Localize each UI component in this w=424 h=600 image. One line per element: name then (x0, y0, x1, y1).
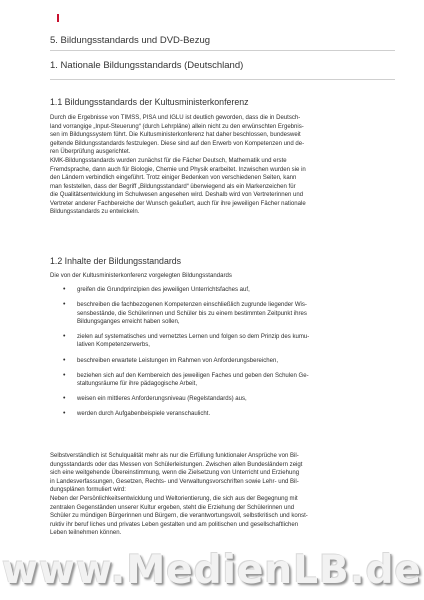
bullet-text: beschreiben erwartete Leistungen im Rahmen von Anforderungsbereichen, (77, 357, 279, 364)
bullet-dot: • (63, 395, 66, 403)
subsection-title-1-1: 1.1 Bildungsstandards der Kultusministerkonferenz (50, 97, 249, 107)
bullet-text: beziehen sich auf den Kernbereich des jeweiligen Faches und geben den Schulen Ge- staltungsräume für ihre pädagogische Arbeit, (77, 372, 309, 387)
list-item (50, 357, 396, 365)
section-title: 1. Nationale Bildungsstandards (Deutschland) (50, 60, 244, 71)
chapter-title: 5. Bildungsstandards und DVD-Bezug (50, 35, 211, 46)
red-accent-mark (57, 14, 59, 22)
list-item (50, 372, 396, 389)
bullet-dot: • (63, 356, 66, 364)
bullet-dot: • (63, 410, 66, 418)
list-item (50, 395, 396, 403)
bullet-dot: • (63, 371, 66, 379)
standards-bullet-list (50, 286, 396, 425)
list-item (50, 286, 396, 294)
divider (50, 79, 395, 80)
paragraph-3: Selbstverständlich ist Schulqualität mehr als nur die Erfüllung funktionaler Ansprüche von Bil- dungsstandards oder das Messen von Schülerleistungen. Zwischen allen Bundesländern zeigt sich eine weitgehende Übereinstimmung, wenn die Zielsetzung von Unterricht und Erziehung in Landesverfassungen, Gesetzen, Rechts- und Verwaltungsvorschriften sowie Lehr- und Bil- dungsplänen formuliert wird: (50, 453, 303, 493)
bullet-intro: Die von der Kultusministerkonferenz vorgelegten Bildungsstandards (50, 273, 232, 279)
paragraph-4: Neben der Persönlichkeitsentwicklung und Weltorientierung, die sich aus der Begegnung mit zentralen Gegenständen unserer Kultur ergeben, steht die Erziehung der Schülerinnen und Schüler zu mündigen Bürgerinnen und Bürgern, die verantwortungsvoll, selbstkritisch und konst- ruktiv ihr beruf liches und privates Leben gestalten und am politischen und gesellschaftlichen Leben teilnehmen können. (50, 496, 308, 536)
bullet-text: greifen die Grundprinzipien des jeweiligen Unterrichtsfaches auf, (77, 287, 250, 293)
bullet-dot: • (63, 301, 66, 309)
paragraph-2: KMK-Bildungsstandards wurden zunächst für die Fächer Deutsch, Mathematik und erste Fremdsprache, dann auch für Biologie, Chemie und Physik erarbeitet. Inzwischen wurden sie in den Ländern verbindlich eingeführt. Trotz einiger Bedenken von verschiedenen Seiten, kann man feststellen, dass der Begriff „Bildungsstandard“ überwiegend als ein Markenzeichen für die Qualitätsentwicklung im Schulwesen angesehen wird. Deshalb wird von Vertreterinnen und Vertreter anderer Fachbereiche der Wunsch geäußert, auch für ihre jeweiligen Fächer nationale Bildungsstandards zu entwickeln. (50, 158, 306, 215)
bullet-dot: • (63, 286, 66, 293)
list-item (50, 301, 396, 326)
bullet-text: zielen auf systematisches und vernetztes Lernen und folgen so dem Prinzip des kumu- lativen Kompetenzerwerbs, (77, 334, 310, 349)
paragraph-1: Durch die Ergebnisse von TIMSS, PISA und IGLU ist deutlich geworden, dass die in Deutsch- land vorrangige „Input-Steuerung“ (durch Lehrpläne) allein nicht zu den erwünschten Ergebnis- sen im Bildungssystem führt. Die Kultusministerkonferenz hat daher beschlossen, bundesweit geltende Bildungsstandards festzulegen. Diese sind auf den Erwerb von Kompetenzen und de- ren Überprüfung ausgerichtet. (50, 115, 305, 155)
watermark: www.MedienLB.de (2, 548, 422, 593)
bullet-text: werden durch Aufgabenbeispiele veranschaulicht. (77, 411, 211, 418)
list-item (50, 333, 396, 350)
subsection-title-1-2: 1.2 Inhalte der Bildungsstandards (50, 256, 182, 266)
bullet-dot: • (63, 333, 66, 340)
divider (50, 50, 395, 51)
bullet-text: beschreiben die fachbezogenen Kompetenzen einschließlich zugrunde liegender Wis- sensbestände, die Schülerinnen und Schüler bis zu einem bestimmten Zeitpunkt ihres Bildungsganges erreicht haben sollen, (77, 302, 307, 325)
bullet-text: weisen ein mittleres Anforderungsniveau (Regelstandards) aus, (77, 396, 247, 403)
list-item (50, 410, 396, 418)
